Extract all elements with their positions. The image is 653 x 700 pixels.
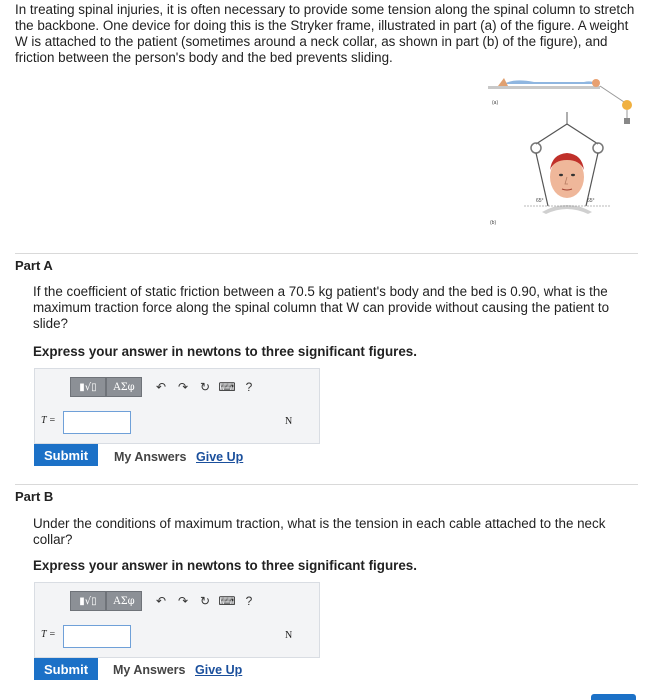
part-a-submit-button[interactable]: Submit: [34, 444, 98, 466]
stryker-frame-figure: [484, 74, 644, 234]
keyboard-icon[interactable]: ⌨: [218, 380, 236, 394]
label-b: (b): [490, 220, 497, 226]
part-b-heading: Part B: [15, 489, 54, 504]
traction-cable: [600, 86, 627, 104]
part-b-my-answers-link[interactable]: My Answers: [113, 663, 186, 677]
symbols-button[interactable]: ΑΣφ: [106, 591, 142, 611]
symbols-button[interactable]: ΑΣφ: [106, 377, 142, 397]
pulley: [622, 100, 632, 110]
right-eye: [571, 174, 575, 176]
part-b-math-toolbar: [70, 591, 260, 611]
patient-body: [504, 80, 596, 84]
left-ring: [531, 143, 541, 153]
weight: [624, 118, 630, 124]
divider-part-a: [15, 253, 638, 254]
part-a-give-up-link[interactable]: Give Up: [196, 450, 244, 464]
part-b-answer-box: [34, 582, 320, 658]
part-a-variable-label: T =: [41, 415, 56, 426]
right-ring: [593, 143, 603, 153]
keyboard-icon[interactable]: ⌨: [218, 594, 236, 608]
patient-head: [592, 79, 600, 87]
next-button-edge[interactable]: [591, 694, 636, 700]
part-b-variable-label: T =: [41, 629, 56, 640]
part-b-unit: N: [285, 630, 293, 641]
part-a-answer-box: [34, 368, 320, 444]
undo-icon[interactable]: ↶: [155, 380, 167, 394]
label-a: (a): [492, 100, 499, 106]
part-a-instruction: Express your answer in newtons to three significant figures.: [33, 344, 417, 359]
part-a-my-answers-link[interactable]: My Answers: [114, 450, 187, 464]
neck-collar: [542, 205, 592, 214]
divider-part-b: [15, 484, 638, 485]
part-a-math-toolbar: [70, 377, 260, 397]
reset-icon[interactable]: ↻: [199, 594, 211, 608]
patient-feet: [498, 78, 508, 86]
templates-button[interactable]: ▮√▯: [70, 591, 106, 611]
help-icon[interactable]: ?: [245, 380, 253, 394]
undo-icon[interactable]: ↶: [155, 594, 167, 608]
part-b-answer-input[interactable]: [63, 625, 131, 648]
part-a-heading: Part A: [15, 258, 53, 273]
bed-frame: [488, 86, 600, 89]
part-b-submit-button[interactable]: Submit: [34, 658, 98, 680]
part-b-instruction: Express your answer in newtons to three significant figures.: [33, 558, 417, 573]
templates-button[interactable]: ▮√▯: [70, 377, 106, 397]
left-eye: [559, 174, 563, 176]
redo-icon[interactable]: ↷: [177, 380, 189, 394]
redo-icon[interactable]: ↷: [177, 594, 189, 608]
part-a-unit: N: [285, 416, 293, 427]
cable-left: [536, 124, 567, 144]
part-b-give-up-link[interactable]: Give Up: [195, 663, 243, 677]
angle-left: 65°: [536, 198, 544, 204]
reset-icon[interactable]: ↻: [199, 380, 211, 394]
part-b-question: Under the conditions of maximum traction, what is the tension in each cable attached to the neck collar?: [33, 516, 606, 547]
help-icon[interactable]: ?: [245, 594, 253, 608]
part-a-question: If the coefficient of static friction between a 70.5 kg patient's body and the bed is 0.90, what is the maximum traction force along the spinal column that W can provide without causing the patient to slide?: [33, 284, 610, 331]
angle-right: 65°: [587, 198, 595, 204]
problem-intro: In treating spinal injuries, it is often necessary to provide some tension along the spinal column to stretch the backbone. One device for doing this is the Stryker frame, illustrated in part (a) of the figure. A weight W is attached to the patient (sometimes around a neck collar, as shown in part (b) of the figure), and friction between the person's body and the bed prevents sliding.: [15, 2, 635, 65]
cable-right: [567, 124, 598, 144]
part-a-answer-input[interactable]: [63, 411, 131, 434]
